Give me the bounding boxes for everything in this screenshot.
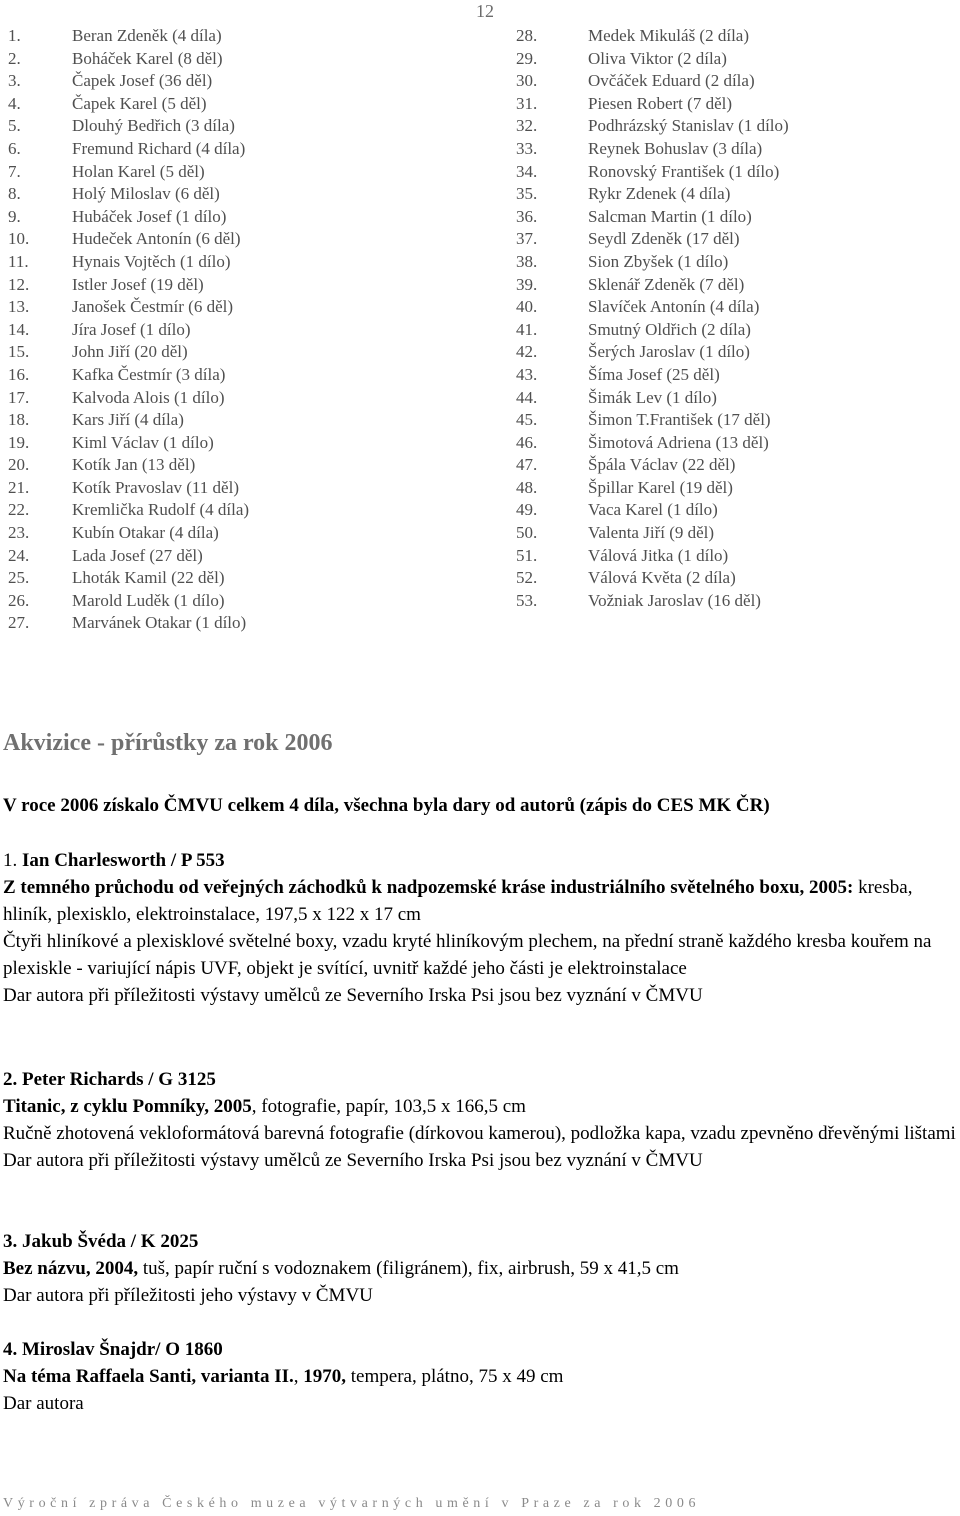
- author-list-item: [0, 296, 470, 319]
- author-list-name: Šíma Josef (25 děl): [588, 364, 720, 384]
- author-list-item: [508, 115, 948, 138]
- author-list-item: [0, 228, 470, 251]
- author-list-number: 3.: [8, 71, 21, 91]
- author-list-item: [508, 25, 948, 48]
- author-list-item: [508, 341, 948, 364]
- author-list-number: 51.: [516, 545, 538, 565]
- page-footer: Výroční zpráva Českého muzea výtvarných umění v Praze za rok 2006: [3, 1496, 701, 1511]
- author-list-item: [508, 251, 948, 274]
- entry-heading: [3, 1228, 958, 1255]
- author-list-name: Kiml Václav (1 dílo): [72, 432, 214, 452]
- author-list-number: 33.: [516, 138, 538, 158]
- author-list-number: 26.: [8, 590, 30, 610]
- author-list-number: 35.: [516, 184, 538, 204]
- author-list-item: [0, 567, 470, 590]
- author-list-number: 34.: [516, 161, 538, 181]
- author-list-name: Hynais Vojtěch (1 dílo): [72, 251, 231, 271]
- author-list-number: 47.: [516, 455, 538, 475]
- author-list-name: Valenta Jiří (9 děl): [588, 523, 715, 543]
- entry-author-id: Ian Charlesworth / P 553: [22, 850, 225, 871]
- author-list-name: Sklenář Zdeněk (7 děl): [588, 274, 745, 294]
- entry-title-line: [3, 1093, 958, 1120]
- author-list-item: [508, 545, 948, 568]
- author-list-name: Hudeček Antonín (6 děl): [72, 229, 241, 249]
- author-list-number: 7.: [8, 161, 21, 181]
- author-list-number: 16.: [8, 364, 30, 384]
- author-list-number: 25.: [8, 568, 30, 588]
- author-list-number: 6.: [8, 138, 21, 158]
- author-list-name: Salcman Martin (1 dílo): [588, 206, 752, 226]
- entry-heading: [3, 1336, 958, 1363]
- author-list-name: John Jiří (20 děl): [72, 342, 188, 362]
- author-list-number: 24.: [8, 545, 30, 565]
- author-list-item: [0, 364, 470, 387]
- author-list-number: 37.: [516, 229, 538, 249]
- author-list-name: Rykr Zdenek (4 díla): [588, 184, 731, 204]
- author-list-number: 40.: [516, 297, 538, 317]
- author-list-item: [0, 206, 470, 229]
- author-list-item: [508, 409, 948, 432]
- author-list-item: [0, 183, 470, 206]
- author-list-number: 15.: [8, 342, 30, 362]
- page-number: 12: [476, 1, 494, 21]
- author-list-item: [0, 522, 470, 545]
- author-list-item: [0, 251, 470, 274]
- author-list-item: [508, 161, 948, 184]
- author-list-name: Oliva Viktor (2 díla): [588, 48, 727, 68]
- entry-title-line: [3, 1255, 958, 1282]
- authors-list-left: [0, 25, 470, 635]
- author-list-name: Kalvoda Alois (1 dílo): [72, 387, 225, 407]
- author-list-name: Kremlička Rudolf (4 díla): [72, 500, 250, 520]
- entry-title: Na téma Raffaela Santi, varianta II.: [3, 1366, 294, 1387]
- author-list-number: 21.: [8, 477, 30, 497]
- author-list-number: 5.: [8, 116, 21, 136]
- entry-specs: kresba, hliník, plexisklo, elektroinstalace, 197,5 x 122 x 17 cm: [3, 877, 913, 925]
- entry-number: 3.: [3, 1231, 18, 1252]
- author-list-name: Kotík Pravoslav (11 děl): [72, 477, 239, 497]
- author-list-item: [0, 274, 470, 297]
- author-list-name: Holý Miloslav (6 děl): [72, 184, 220, 204]
- author-list-name: Beran Zdeněk (4 díla): [72, 26, 222, 45]
- author-list-item: [0, 70, 470, 93]
- author-list-number: 32.: [516, 116, 538, 136]
- author-list-name: Reynek Bohuslav (3 díla): [588, 138, 763, 158]
- entry-number: 1.: [3, 850, 18, 871]
- author-list-item: [0, 25, 470, 48]
- author-list-item: [0, 612, 470, 635]
- author-list-item: [0, 590, 470, 613]
- author-list-item: [0, 48, 470, 71]
- author-list-name: Ronovský František (1 dílo): [588, 161, 780, 181]
- author-list-item: [0, 545, 470, 568]
- entry-specs: tuš, papír ruční s vodoznakem (filigránem), fix, airbrush, 59 x 41,5 cm: [138, 1258, 679, 1279]
- entry-author-id: Peter Richards / G 3125: [22, 1069, 216, 1090]
- author-list-number: 43.: [516, 364, 538, 384]
- author-list-number: 22.: [8, 500, 30, 520]
- author-list-item: [508, 138, 948, 161]
- author-list-number: 17.: [8, 387, 30, 407]
- author-list-number: 23.: [8, 523, 30, 543]
- author-list-number: 42.: [516, 342, 538, 362]
- entry-provenance: Dar autora při příležitosti jeho výstavy v ČMVU: [3, 1285, 373, 1306]
- author-list-item: [508, 206, 948, 229]
- author-list-name: Slavíček Antonín (4 díla): [588, 297, 760, 317]
- entry-description: Ručně zhotovená vekloformátová barevná fotografie (dírkovou kamerou), podložka kapa, vzadu zpevněno dřevěnými lištami: [3, 1123, 956, 1144]
- authors-list-right: [508, 25, 948, 612]
- entry-provenance: Dar autora při příležitosti výstavy umělců ze Severního Irska Psi jsou bez vyznání v ČMVU: [3, 1150, 703, 1171]
- author-list-number: 19.: [8, 432, 30, 452]
- author-list-number: 8.: [8, 184, 21, 204]
- author-list-name: Šimák Lev (1 dílo): [588, 387, 717, 407]
- author-list-item: [508, 567, 948, 590]
- author-list-number: 52.: [516, 568, 538, 588]
- entry-author-id: Miroslav Šnajdr/ O 1860: [22, 1339, 223, 1360]
- author-list-number: 12.: [8, 274, 30, 294]
- author-list-number: 39.: [516, 274, 538, 294]
- author-list-item: [508, 477, 948, 500]
- author-list-number: 50.: [516, 523, 538, 543]
- author-list-number: 53.: [516, 590, 538, 610]
- author-list-number: 41.: [516, 319, 538, 339]
- author-list-name: Špála Václav (22 děl): [588, 455, 736, 475]
- author-list-item: [508, 183, 948, 206]
- entry-title-line: [3, 1363, 958, 1390]
- author-list-number: 4.: [8, 93, 21, 113]
- author-list-name: Jíra Josef (1 dílo): [72, 319, 191, 339]
- author-list-name: Fremund Richard (4 díla): [72, 138, 246, 158]
- entry-specs: , fotografie, papír, 103,5 x 166,5 cm: [251, 1096, 526, 1117]
- author-list-number: 18.: [8, 410, 30, 430]
- author-list-item: [508, 48, 948, 71]
- author-list-name: Ovčáček Eduard (2 díla): [588, 71, 755, 91]
- author-list-number: 46.: [516, 432, 538, 452]
- author-list-number: 31.: [516, 93, 538, 113]
- acquisition-entry-3: [3, 1228, 958, 1309]
- author-list-name: Kubín Otakar (4 díla): [72, 523, 219, 543]
- author-list-item: [0, 454, 470, 477]
- author-list-number: 20.: [8, 455, 30, 475]
- author-list-item: [508, 93, 948, 116]
- author-list-item: [508, 319, 948, 342]
- entry-number: 4.: [3, 1339, 18, 1360]
- author-list-item: [508, 364, 948, 387]
- entry-title: Bez názvu, 2004,: [3, 1258, 139, 1279]
- author-list-number: 14.: [8, 319, 30, 339]
- author-list-item: [508, 522, 948, 545]
- author-list-name: Holan Karel (5 děl): [72, 161, 205, 181]
- author-list-number: 36.: [516, 206, 538, 226]
- author-list-item: [508, 590, 948, 613]
- author-list-item: [508, 432, 948, 455]
- author-list-number: 11.: [8, 251, 29, 271]
- entry-title-line: [3, 874, 958, 928]
- author-list-number: 1.: [8, 26, 21, 45]
- author-list-name: Čapek Josef (36 děl): [72, 71, 213, 91]
- author-list-name: Šerých Jaroslav (1 dílo): [588, 342, 750, 362]
- author-list-number: 27.: [8, 613, 30, 633]
- entry-provenance: Dar autora: [3, 1393, 84, 1414]
- author-list-name: Lada Josef (27 děl): [72, 545, 203, 565]
- entry-title: Z temného průchodu od veřejných záchodků k nadpozemské kráse industriálního světelného boxu, 2005:: [3, 877, 854, 898]
- author-list-name: Kafka Čestmír (3 díla): [72, 364, 226, 384]
- author-list-name: Podhrázský Stanislav (1 dílo): [588, 116, 789, 136]
- author-list-item: [0, 115, 470, 138]
- author-list-number: 44.: [516, 387, 538, 407]
- author-list-item: [508, 499, 948, 522]
- entry-heading: [3, 847, 958, 874]
- author-list-number: 45.: [516, 410, 538, 430]
- author-list-item: [0, 341, 470, 364]
- author-list-name: Válová Jitka (1 dílo): [588, 545, 729, 565]
- author-list-name: Čapek Karel (5 děl): [72, 93, 207, 113]
- author-list-name: Lhoták Kamil (22 děl): [72, 568, 225, 588]
- author-list-name: Šimon T.František (17 děl): [588, 410, 771, 430]
- entry-specs: tempera, plátno, 75 x 49 cm: [346, 1366, 564, 1387]
- author-list-item: [508, 454, 948, 477]
- author-list-number: 13.: [8, 297, 30, 317]
- author-list-name: Špillar Karel (19 děl): [588, 477, 733, 497]
- author-list-number: 49.: [516, 500, 538, 520]
- entry-title-separator: ,: [293, 1366, 304, 1387]
- author-list-item: [508, 228, 948, 251]
- author-list-name: Sion Zbyšek (1 dílo): [588, 251, 729, 271]
- author-list-item: [0, 499, 470, 522]
- acquisitions-heading: Akvizice - přírůstky za rok 2006: [3, 730, 333, 756]
- author-list-number: 10.: [8, 229, 30, 249]
- author-list-name: Smutný Oldřich (2 díla): [588, 319, 751, 339]
- author-list-name: Boháček Karel (8 děl): [72, 48, 223, 68]
- author-list-name: Hubáček Josef (1 dílo): [72, 206, 227, 226]
- author-list-number: 29.: [516, 48, 538, 68]
- author-list-name: Marold Luděk (1 dílo): [72, 590, 225, 610]
- author-list-name: Kotík Jan (13 děl): [72, 455, 196, 475]
- author-list-number: 38.: [516, 251, 538, 271]
- author-list-name: Vaca Karel (1 dílo): [588, 500, 718, 520]
- entry-title: Titanic, z cyklu Pomníky, 2005: [3, 1096, 252, 1117]
- entry-number: 2.: [3, 1069, 18, 1090]
- author-list-name: Šimotová Adriena (13 děl): [588, 432, 769, 452]
- author-list-number: 2.: [8, 48, 21, 68]
- author-list-name: Medek Mikuláš (2 díla): [588, 26, 749, 45]
- author-list-name: Istler Josef (19 děl): [72, 274, 204, 294]
- author-list-name: Janošek Čestmír (6 děl): [72, 297, 233, 317]
- author-list-name: Piesen Robert (7 děl): [588, 93, 732, 113]
- author-list-item: [0, 319, 470, 342]
- author-list-item: [0, 138, 470, 161]
- author-list-item: [0, 93, 470, 116]
- entry-provenance: Dar autora při příležitosti výstavy umělců ze Severního Irska Psi jsou bez vyznání v ČMVU: [3, 985, 703, 1006]
- entry-heading: [3, 1066, 958, 1093]
- author-list-number: 28.: [516, 26, 538, 45]
- acquisition-entry-4: [3, 1336, 958, 1417]
- author-list-name: Válová Květa (2 díla): [588, 568, 736, 588]
- author-list-item: [0, 387, 470, 410]
- author-list-item: [508, 296, 948, 319]
- author-list-item: [0, 432, 470, 455]
- entry-author-id: Jakub Švéda / K 2025: [22, 1231, 199, 1252]
- entry-description: Čtyři hliníkové a plexisklové světelné boxy, vzadu kryté hliníkovým plechem, na přední straně každého kresba kouřem na plexiskle - variující nápis UVF, objekt je svítící, uvnitř každé jeho části je elektroinstalace: [3, 931, 932, 979]
- author-list-item: [0, 409, 470, 432]
- author-list-name: Kars Jiří (4 díla): [72, 410, 184, 430]
- author-list-item: [508, 274, 948, 297]
- entry-year: 1970,: [303, 1366, 347, 1387]
- author-list-name: Vožniak Jaroslav (16 děl): [588, 590, 761, 610]
- author-list-item: [508, 387, 948, 410]
- author-list-item: [508, 70, 948, 93]
- acquisition-entry-2: [3, 1066, 958, 1174]
- author-list-name: Seydl Zdeněk (17 děl): [588, 229, 740, 249]
- acquisition-entry-1: [3, 847, 958, 1009]
- author-list-name: Marvánek Otakar (1 dílo): [72, 613, 247, 633]
- author-list-name: Dlouhý Bedřich (3 díla): [72, 116, 235, 136]
- author-list-number: 48.: [516, 477, 538, 497]
- author-list-item: [0, 161, 470, 184]
- author-list-number: 9.: [8, 206, 21, 226]
- acquisitions-intro: V roce 2006 získalo ČMVU celkem 4 díla, všechna byla dary od autorů (zápis do CES MK ČR): [3, 795, 770, 816]
- author-list-item: [0, 477, 470, 500]
- author-list-number: 30.: [516, 71, 538, 91]
